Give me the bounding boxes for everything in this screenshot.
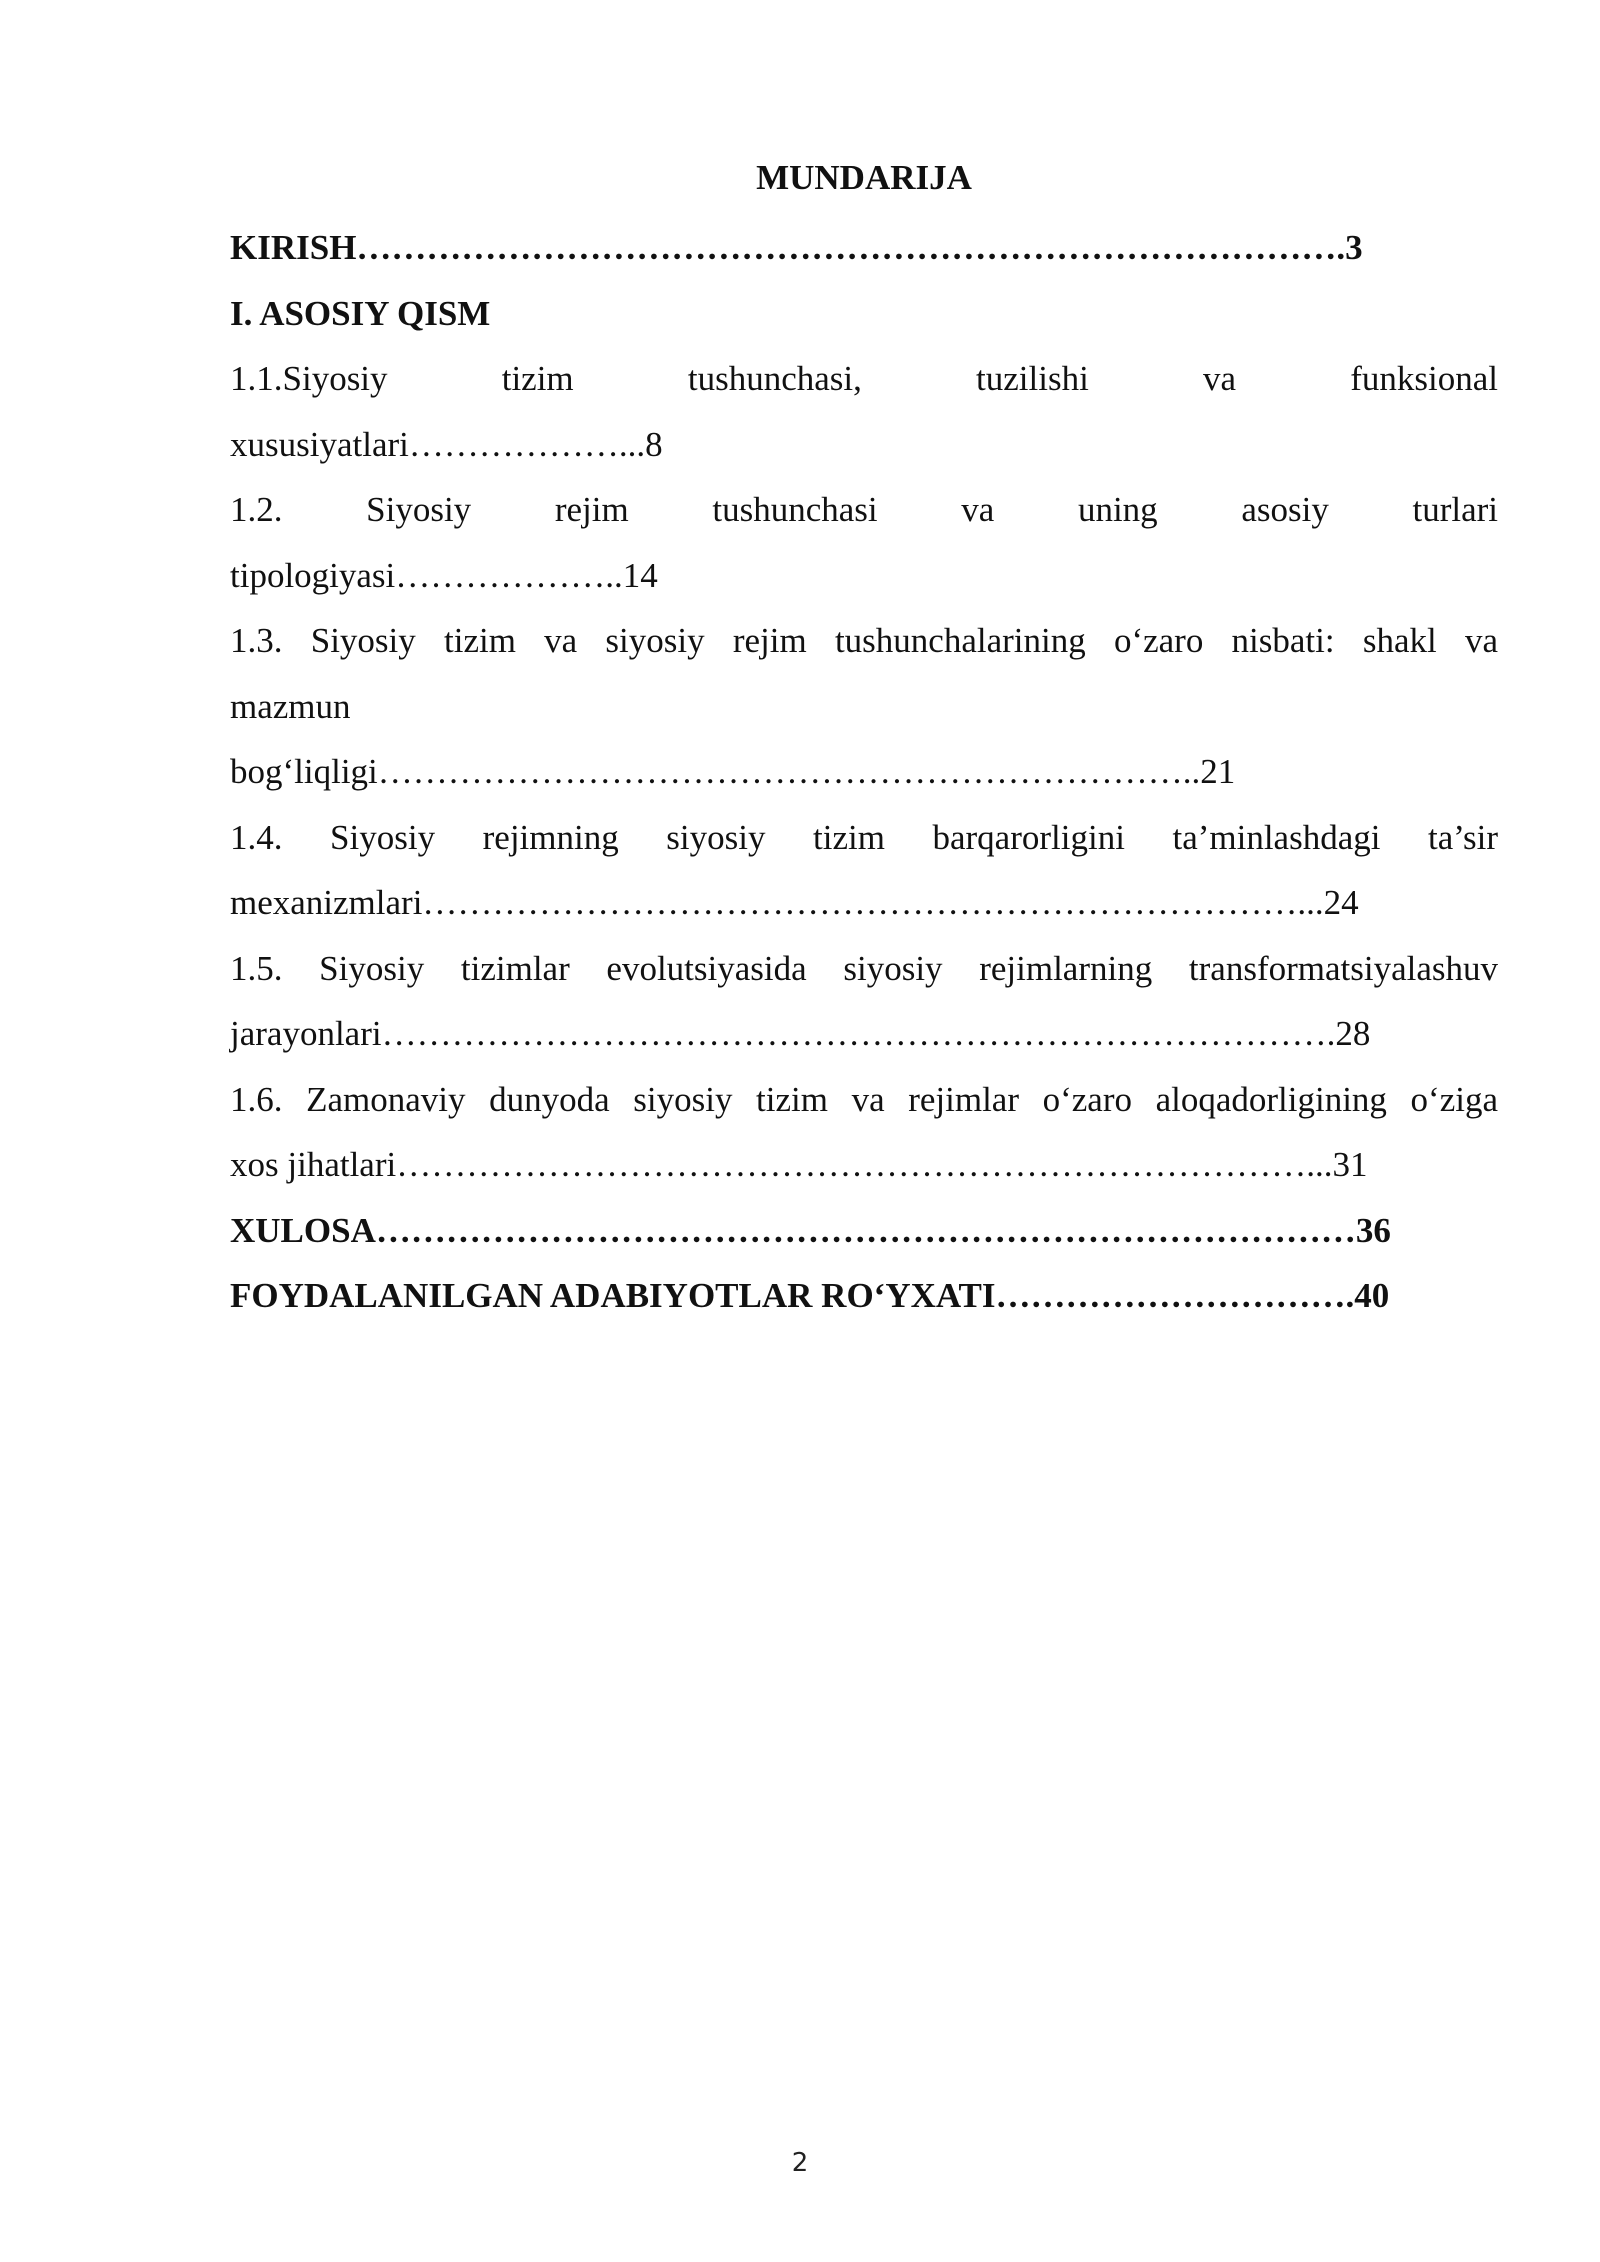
document-page — [230, 150, 1498, 1329]
toc-entry-xulosa: XULOSA…………………………………………………………………………36 — [230, 1210, 1391, 1250]
toc-entry-1-3-line-3: bog‘liqligi……………………………………………………………..21 — [230, 752, 1236, 791]
toc-section-asosiy-qism: I. ASOSIY QISM — [230, 293, 491, 333]
toc-entry-1-1-line-1: 1.1.Siyosiy tizim tushunchasi, tuzilishi va funksional — [230, 359, 1498, 398]
toc-entry-1-2-line-1: 1.2. Siyosiy rejim tushunchasi va uning asosiy turlari — [230, 490, 1498, 529]
toc-entry-1-4-line-1: 1.4. Siyosiy rejimning siyosiy tizim barqarorligini ta’minlashdagi ta’sir — [230, 817, 1498, 857]
toc-entry-1-2-line-2: tipologiyasi………………..14 — [230, 555, 658, 595]
toc-entry-1-1-line-2: xususiyatlari………………...8 — [230, 424, 663, 464]
toc-entry-1-6-line-1: 1.6. Zamonaviy dunyoda siyosiy tizim va rejimlar o‘zaro aloqadorligining o‘ziga — [230, 1079, 1498, 1119]
toc-entry-adabiyotlar: FOYDALANILGAN ADABIYOTLAR RO‘YXATI………………………….40 — [230, 1276, 1390, 1315]
toc-entry-kirish: KIRISH………………………………………………………………………….3 — [230, 228, 1363, 267]
page-number: 2 — [791, 2148, 809, 2178]
toc-entry-1-5-line-2: jarayonlari……………………………………………………………………….28 — [230, 1014, 1371, 1053]
toc-entry-1-5-line-1: 1.5. Siyosiy tizimlar evolutsiyasida siyosiy rejimlarning transformatsiyalashuv — [230, 948, 1498, 988]
toc-title: MUNDARIJA — [756, 158, 972, 197]
toc-entry-1-4-line-2: mexanizmlari…………………………………………………………………...24 — [230, 883, 1359, 922]
toc-entry-1-3-line-2: mazmun — [230, 686, 351, 726]
toc-entry-1-6-line-2: xos jihatlari……………………………………………………………………...31 — [230, 1145, 1368, 1184]
toc-entry-1-3-line-1: 1.3. Siyosiy tizim va siyosiy rejim tushunchalarining o‘zaro nisbati: shakl va — [230, 621, 1498, 660]
